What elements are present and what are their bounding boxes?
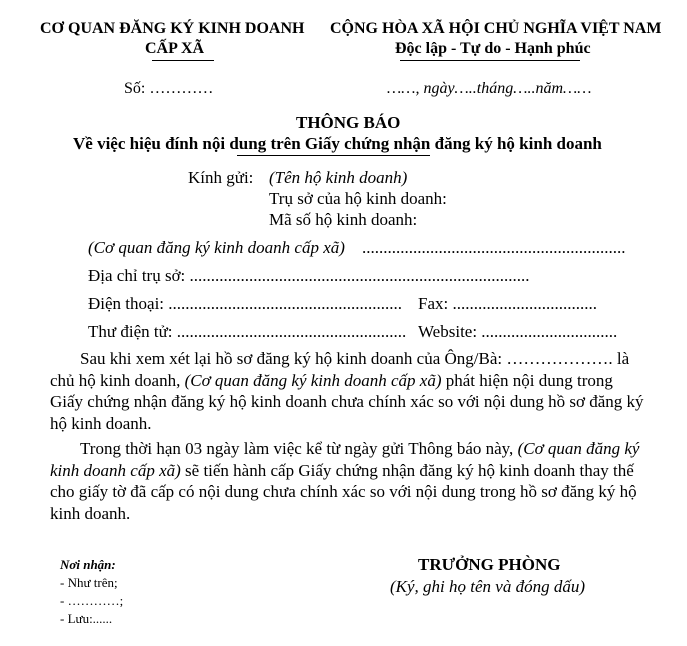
agency-name-label: (Cơ quan đăng ký kinh doanh cấp xã) <box>88 238 345 257</box>
recipient-label: Kính gửi: <box>188 168 254 187</box>
recipient-business-code: Mã số hộ kinh doanh: <box>269 210 418 229</box>
p1-text-end: phát hiện nội dung trong Giấy chứng nhận đăng ký hộ kinh doanh chưa chính xác so với nội dung hồ sơ đăng ký hộ kinh doanh. <box>50 370 644 433</box>
document-number: Số: ………… <box>124 80 214 97</box>
issuing-agency-name: CƠ QUAN ĐĂNG KÝ KINH DOANH <box>40 20 305 37</box>
motto-underline <box>400 60 580 61</box>
signer-title: TRƯỞNG PHÒNG <box>418 555 561 574</box>
recipients-title: Nơi nhận: <box>60 557 116 572</box>
agency-email-field: Thư điện tử: ...................................................... <box>88 322 407 341</box>
national-title: CỘNG HÒA XÃ HỘI CHỦ NGHĨA VIỆT NAM <box>330 20 662 37</box>
body-paragraph-1 <box>50 348 645 434</box>
subtitle-underline <box>237 155 430 156</box>
recipient-name: (Tên hộ kinh doanh) <box>269 168 408 187</box>
body-paragraph-2 <box>50 438 645 524</box>
agency-name-blank: .............................................................. <box>362 238 626 257</box>
recipient-address: Trụ sở của hộ kinh doanh: <box>269 189 447 208</box>
p2-agency-italic: (Cơ quan đăng ký kinh doanh cấp xã) <box>50 439 640 480</box>
p2-text-start: Trong thời hạn 03 ngày làm việc kể từ ngày gửi Thông báo này, <box>80 439 518 458</box>
recipient-list-item: - Lưu:...... <box>60 611 113 626</box>
recipient-list-item: - Như trên; <box>60 575 118 590</box>
p1-text-start: Sau khi xem xét lại hồ sơ đăng ký hộ kinh doanh của Ông/Bà: ………………. là chủ hộ kinh doanh, <box>50 349 630 390</box>
p2-text-end: sẽ tiến hành cấp Giấy chứng nhận đăng ký hộ kinh doanh thay thế cho giấy tờ đã cấp có nội dung chưa chính xác so với nội dung trong hồ sơ đăng ký hộ kinh doanh. <box>50 460 637 523</box>
agency-fax-field: Fax: .................................. <box>418 294 597 313</box>
issuing-agency-level: CẤP XÃ <box>145 40 205 57</box>
agency-address-field: Địa chỉ trụ sở: ................................................................................ <box>88 266 530 285</box>
p1-agency-italic: (Cơ quan đăng ký kinh doanh cấp xã) <box>184 370 442 390</box>
recipient-list-item: - …………; <box>60 593 124 608</box>
signer-note: (Ký, ghi họ tên và đóng dấu) <box>390 577 585 596</box>
document-date: ……, ngày…..tháng…..năm…… <box>387 80 592 97</box>
agency-underline <box>152 60 214 61</box>
page-title: THÔNG BÁO <box>296 113 401 132</box>
agency-website-field: Website: ................................ <box>418 322 618 341</box>
agency-phone-field: Điện thoại: ....................................................... <box>88 294 403 313</box>
page-subtitle: Về việc hiệu đính nội dung trên Giấy chứng nhận đăng ký hộ kinh doanh <box>73 134 602 153</box>
national-motto: Độc lập - Tự do - Hạnh phúc <box>395 40 591 57</box>
